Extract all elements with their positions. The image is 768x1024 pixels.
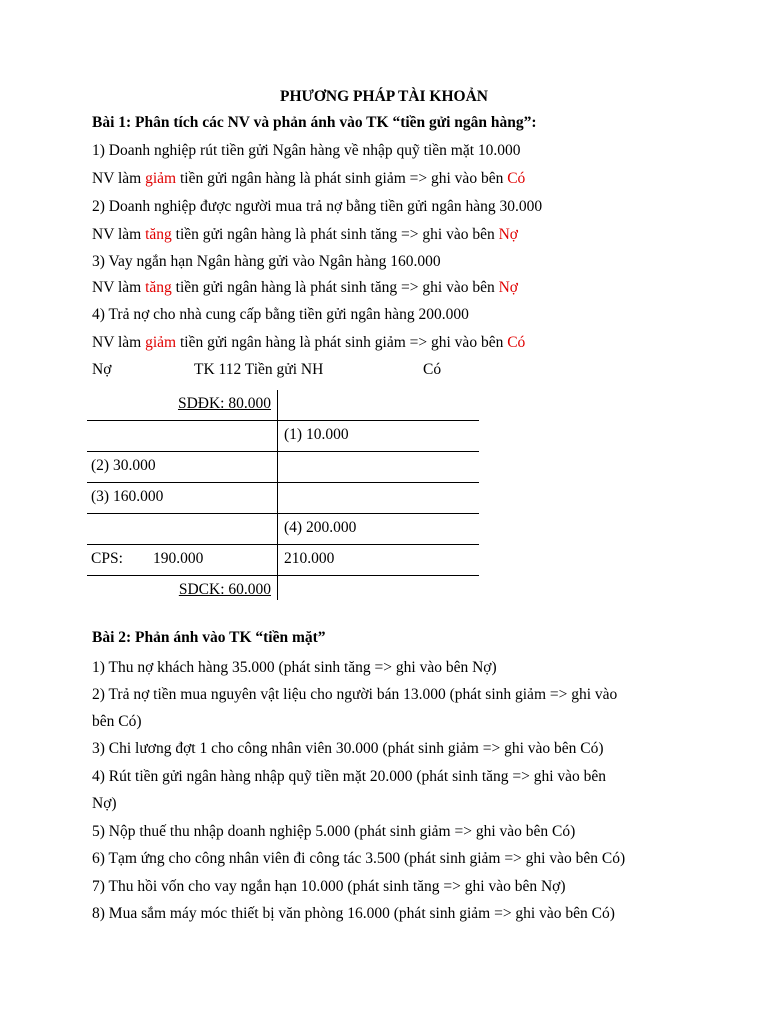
side-word: Có — [507, 170, 526, 187]
bai1-analysis-1: NV làm giảm tiền gửi ngân hàng là phát sinh giảm => ghi vào bên Có — [92, 170, 526, 187]
t-account-row-opening — [87, 390, 479, 421]
bai1-heading: Bài 1: Phân tích các NV và phản ánh vào TK “tiền gửi ngân hàng”: — [92, 114, 537, 131]
side-word: Nợ — [498, 279, 518, 296]
page-title: PHƯƠNG PHÁP TÀI KHOẢN — [280, 88, 488, 105]
bai1-analysis-3: NV làm tăng tiền gửi ngân hàng là phát sinh tăng => ghi vào bên Nợ — [92, 279, 518, 296]
t-account-row-cps — [87, 545, 479, 576]
bai2-line: bên Có) — [92, 713, 142, 730]
t-account-row: (3) 160.000 — [87, 483, 479, 514]
bai1-analysis-2: NV làm tăng tiền gửi ngân hàng là phát sinh tăng => ghi vào bên Nợ — [92, 226, 518, 243]
cps-debit: 190.000 — [153, 550, 204, 567]
t-account-row: (4) 200.000 — [87, 514, 479, 545]
debit-label: Nợ — [92, 361, 112, 378]
t-account-row: (1) 10.000 — [87, 421, 479, 452]
bai2-line: 3) Chi lương đợt 1 cho công nhân viên 30.000 (phát sinh giảm => ghi vào bên Có) — [92, 740, 604, 757]
bai1-item-1: 1) Doanh nghiệp rút tiền gửi Ngân hàng về nhập quỹ tiền mặt 10.000 — [92, 142, 521, 159]
bai2-line: Nợ) — [92, 795, 117, 812]
t-account-row: (2) 30.000 — [87, 452, 479, 483]
bai2-line: 4) Rút tiền gửi ngân hàng nhập quỹ tiền mặt 20.000 (phát sinh tăng => ghi vào bên — [92, 768, 607, 785]
cps-credit: 210.000 — [284, 550, 335, 567]
bai1-item-3: 3) Vay ngắn hạn Ngân hàng gửi vào Ngân hàng 160.000 — [92, 253, 441, 270]
bai2-line: 7) Thu hồi vốn cho vay ngắn hạn 10.000 (phát sinh tăng => ghi vào bên Nợ) — [92, 878, 566, 895]
cps-label: CPS: — [91, 550, 123, 567]
t-account-table — [87, 390, 479, 606]
highlight-word: tăng — [145, 279, 172, 296]
bai2-line: 2) Trả nợ tiền mua nguyên vật liệu cho người bán 13.000 (phát sinh giảm => ghi vào — [92, 686, 618, 703]
t-account-header — [92, 361, 492, 381]
highlight-word: giảm — [145, 334, 177, 351]
opening-balance: SDĐK: 80.000 — [177, 395, 271, 412]
side-word: Có — [507, 334, 526, 351]
account-name: TK 112 Tiền gửi NH — [194, 361, 324, 378]
bai2-line: 6) Tạm ứng cho công nhân viên đi công tác 3.500 (phát sinh giảm => ghi vào bên Có) — [92, 850, 626, 867]
bai1-analysis-4: NV làm giảm tiền gửi ngân hàng là phát sinh giảm => ghi vào bên Có — [92, 334, 526, 351]
highlight-word: giảm — [145, 170, 177, 187]
side-word: Nợ — [498, 226, 518, 243]
t-account-row-closing — [87, 576, 479, 606]
bai1-item-4: 4) Trả nợ cho nhà cung cấp bằng tiền gửi ngân hàng 200.000 — [92, 306, 469, 323]
credit-label: Có — [423, 361, 442, 378]
highlight-word: tăng — [145, 226, 172, 243]
bai1-item-2: 2) Doanh nghiệp được người mua trả nợ bằng tiền gửi ngân hàng 30.000 — [92, 198, 543, 215]
bai2-line: 1) Thu nợ khách hàng 35.000 (phát sinh tăng => ghi vào bên Nợ) — [92, 659, 497, 676]
closing-balance: SDCK: 60.000 — [178, 581, 271, 598]
bai2-heading: Bài 2: Phản ánh vào TK “tiền mặt” — [92, 629, 326, 646]
bai2-line: 5) Nộp thuế thu nhập doanh nghiệp 5.000 (phát sinh giảm => ghi vào bên Có) — [92, 823, 576, 840]
bai2-line: 8) Mua sắm máy móc thiết bị văn phòng 16.000 (phát sinh giảm => ghi vào bên Có) — [92, 905, 615, 922]
